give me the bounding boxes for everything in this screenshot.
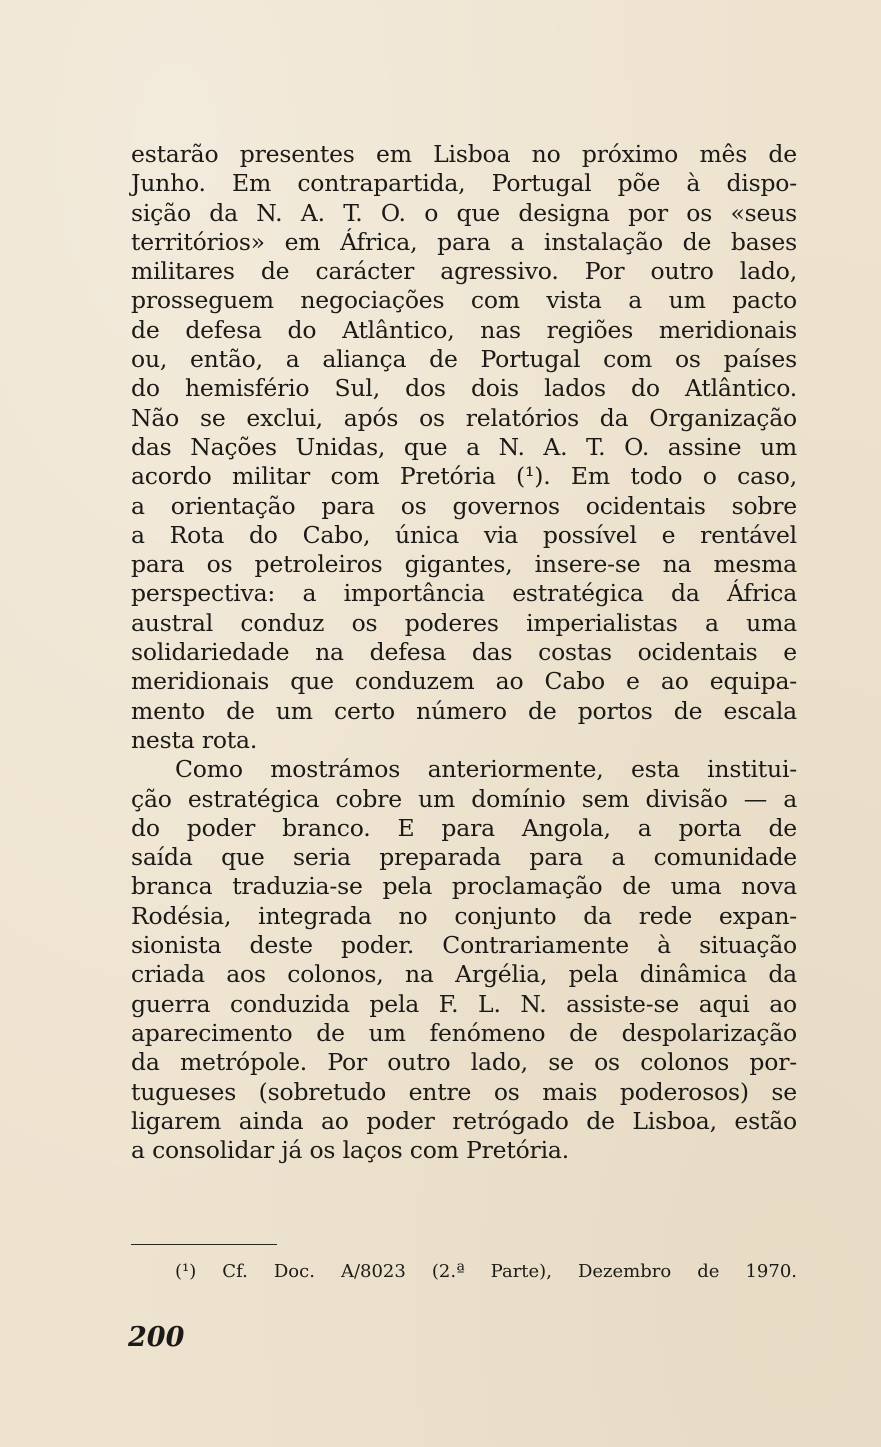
text-line: das Nações Unidas, que a N. A. T. O. assine um xyxy=(131,432,797,461)
text-line: criada aos colonos, na Argélia, pela dinâmica da xyxy=(131,960,797,989)
text-line: a consolidar já os laços com Pretória. xyxy=(131,1136,569,1165)
body-text xyxy=(131,140,797,1165)
text-line: perspectiva: a importância estratégica da África xyxy=(131,579,797,608)
text-line: para os petroleiros gigantes, insere-se na mesma xyxy=(131,550,797,579)
text-line: a Rota do Cabo, única via possível e rentável xyxy=(131,520,797,549)
text-line: mento de um certo número de portos de escala xyxy=(131,696,797,725)
text-line: Rodésia, integrada no conjunto da rede expan- xyxy=(131,901,797,930)
text-line: estarão presentes em Lisboa no próximo mês de xyxy=(131,140,797,168)
text-line: do hemisfério Sul, dos dois lados do Atlântico. xyxy=(131,374,797,403)
footnote: (¹) Cf. Doc. A/8023 (2.ª Parte), Dezembro de 1970. xyxy=(175,1261,797,1282)
text-line: nesta rota. xyxy=(131,725,258,754)
text-line: austral conduz os poderes imperialistas a uma xyxy=(131,608,797,637)
text-line: saída que seria preparada para a comunidade xyxy=(131,843,797,872)
text-line: meridionais que conduzem ao Cabo e ao equipa- xyxy=(131,667,797,696)
text-line: solidariedade na defesa das costas ocidentais e xyxy=(131,638,797,667)
text-line: ligarem ainda ao poder retrógado de Lisboa, estão xyxy=(131,1106,797,1135)
text-line: tugueses (sobretudo entre os mais poderosos) se xyxy=(131,1077,797,1106)
footnote-rule xyxy=(131,1244,277,1245)
text-line: ção estratégica cobre um domínio sem divisão — a xyxy=(131,784,797,813)
text-line: Como mostrámos anteriormente, esta institui- xyxy=(175,755,797,784)
text-line: territórios» em África, para a instalação de bases xyxy=(131,227,797,256)
text-line: a orientação para os governos ocidentais sobre xyxy=(131,491,797,520)
text-line: da metrópole. Por outro lado, se os colonos por- xyxy=(131,1048,797,1077)
text-line: do poder branco. E para Angola, a porta de xyxy=(131,813,797,842)
text-line: prosseguem negociações com vista a um pacto xyxy=(131,286,797,315)
text-line: sionista deste poder. Contrariamente à situação xyxy=(131,931,797,960)
page-number: 200 xyxy=(128,1322,185,1353)
text-line: Junho. Em contrapartida, Portugal põe à dispo- xyxy=(131,169,797,198)
text-line: guerra conduzida pela F. L. N. assiste-se aqui ao xyxy=(131,989,797,1018)
text-line: branca traduzia-se pela proclamação de uma nova xyxy=(131,872,797,901)
text-line: aparecimento de um fenómeno de despolarização xyxy=(131,1018,797,1047)
text-line: acordo militar com Pretória (¹). Em todo o caso, xyxy=(131,462,797,491)
text-line: ou, então, a aliança de Portugal com os países xyxy=(131,345,797,374)
text-line: Não se exclui, após os relatórios da Organização xyxy=(131,403,797,432)
text-line: de defesa do Atlântico, nas regiões meridionais xyxy=(131,315,797,344)
text-line: militares de carácter agressivo. Por outro lado, xyxy=(131,257,797,286)
text-line: sição da N. A. T. O. o que designa por os «seus xyxy=(131,198,797,227)
